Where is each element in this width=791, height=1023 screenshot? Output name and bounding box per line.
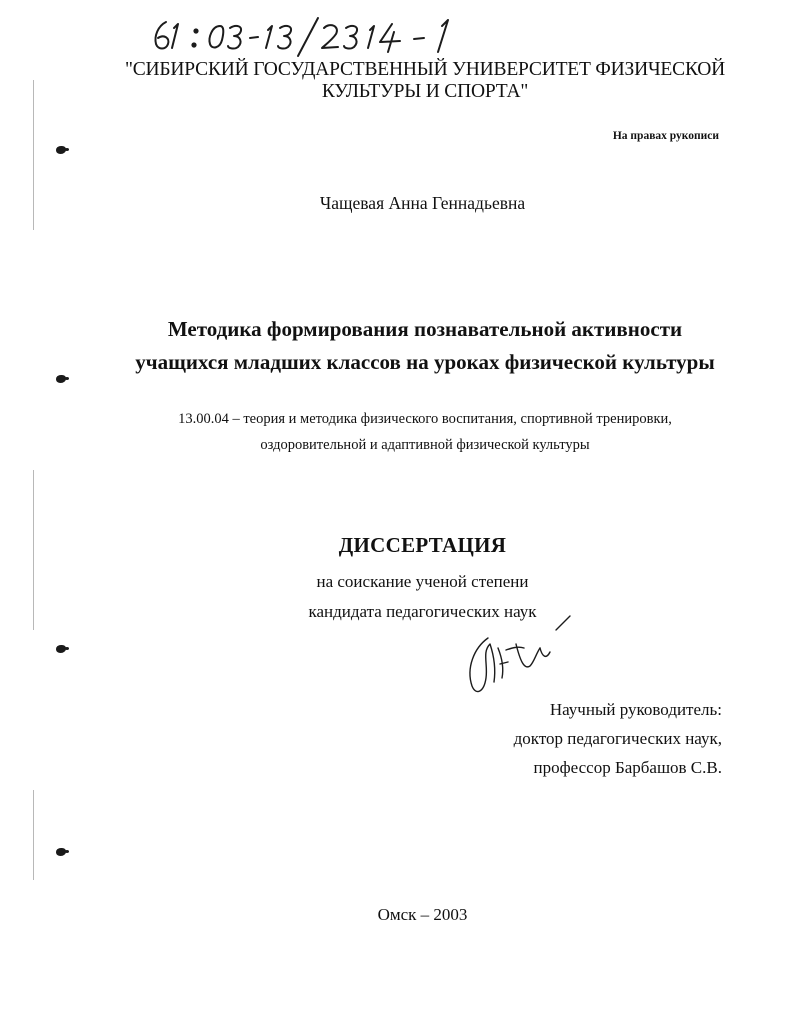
university-name	[120, 59, 730, 103]
degree-sought	[0, 567, 791, 627]
scientific-supervisor	[514, 695, 722, 782]
degree-line-2: кандидата педагогических наук	[308, 602, 537, 621]
handwritten-signature	[460, 608, 580, 700]
dissertation-title-line-2: учащихся младших классов на уроках физической культуры	[135, 350, 715, 374]
binding-hole-mark-3	[56, 645, 66, 653]
binding-line-bottom	[33, 790, 34, 880]
specialty-line-2: оздоровительной и адаптивной физической культуры	[260, 437, 590, 453]
specialty-code	[130, 406, 720, 458]
binding-hole-mark-4	[56, 848, 66, 856]
supervisor-role: Научный руководитель:	[549, 700, 722, 719]
supervisor-name: профессор Барбашов С.В.	[533, 758, 722, 777]
degree-line-1: на соискание ученой степени	[316, 572, 529, 591]
archive-code-text	[148, 14, 488, 58]
university-name-line-2: КУЛЬТУРЫ И СПОРТА"	[321, 81, 529, 102]
city-and-year: Омск – 2003	[377, 905, 468, 924]
binding-hole-mark-1	[56, 146, 66, 154]
supervisor-degree: доктор педагогических наук,	[513, 729, 722, 748]
dissertation-title	[110, 313, 740, 379]
university-name-line-1: "СИБИРСКИЙ ГОСУДАРСТВЕННЫЙ УНИВЕРСИТЕТ ФИЗИЧЕСКОЙ	[124, 59, 726, 80]
handwritten-archive-code	[148, 14, 488, 58]
manuscript-rights-note: На правах рукописи	[612, 130, 719, 142]
author-name: Чащевая Анна Геннадьевна	[319, 193, 526, 213]
document-type-heading: ДИССЕРТАЦИЯ	[338, 533, 507, 557]
dissertation-title-line-1: Методика формирования познавательной активности	[167, 317, 683, 341]
specialty-line-1: 13.00.04 – теория и методика физического воспитания, спортивной тренировки,	[178, 411, 672, 427]
binding-hole-mark-2	[56, 375, 66, 383]
